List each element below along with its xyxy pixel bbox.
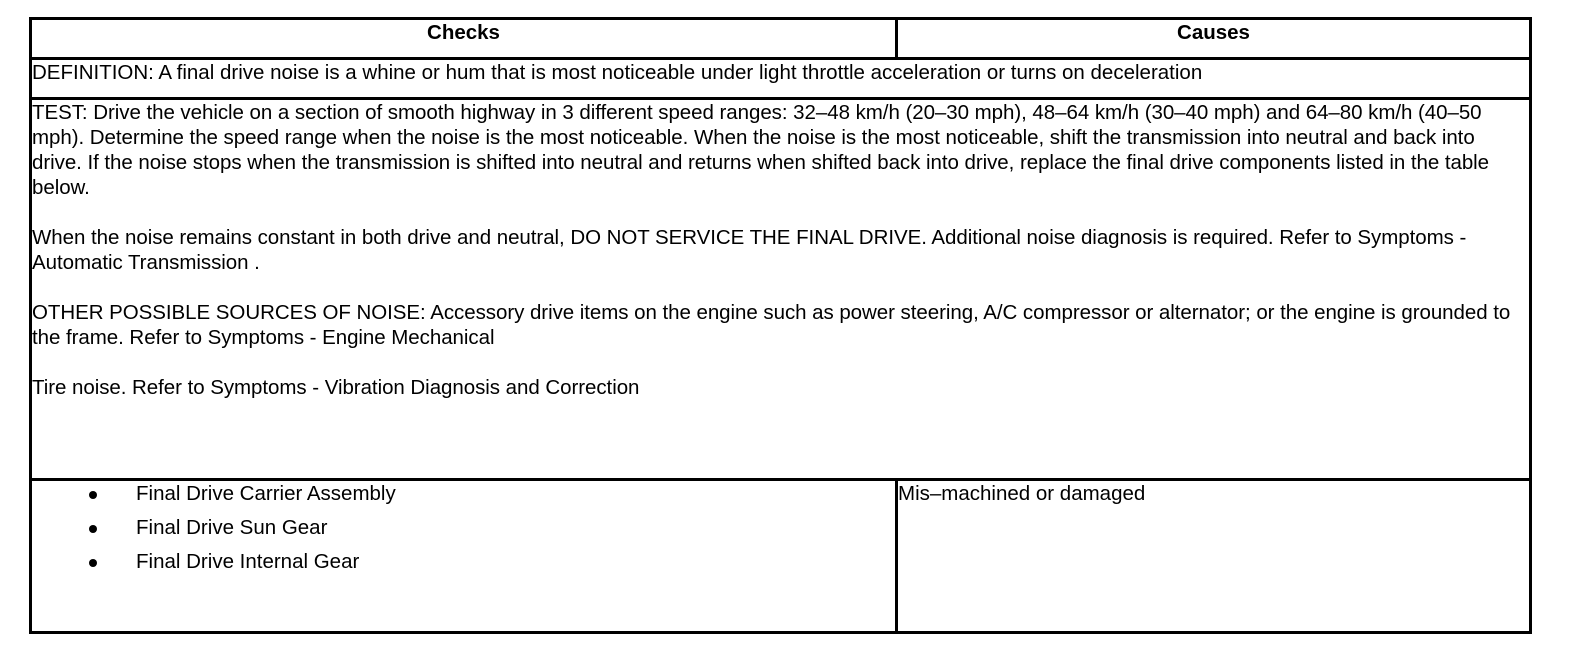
header-row [31, 19, 1531, 59]
components-row [31, 480, 1531, 633]
component-label: Final Drive Sun Gear [136, 516, 328, 539]
cause-text: Mis–machined or damaged [897, 480, 1531, 633]
tire-noise-note: Tire noise. Refer to Symptoms - Vibration Diagnosis and Correction [32, 376, 640, 399]
checks-header: Checks [31, 19, 897, 59]
checks-cell [31, 480, 897, 633]
other-sources-note: OTHER POSSIBLE SOURCES OF NOISE: Accessory drive items on the engine such as power steering, A/C compressor or alternator; or the engine is grounded to the frame. Refer to Symptoms - Engine Mechanical [32, 301, 1511, 349]
list-item [32, 481, 895, 515]
test-instructions: TEST: Drive the vehicle on a section of smooth highway in 3 different speed ranges: 32–48 km/h (20–30 mph), 48–64 km/h (30–40 mph) and 64–80 km/h (40–50 mph). Determine the speed range when the noise is the most noticeable. When the noise is the most noticeable, shift the transmission into neutral and back into drive. If the noise stops when the transmission is shifted into neutral and returns when shifted back into drive, replace the final drive components listed in the table below. [32, 101, 1490, 199]
test-row [31, 99, 1531, 480]
definition-text: DEFINITION: A final drive noise is a whine or hum that is most noticeable under light throttle acceleration or turns on deceleration [31, 59, 1531, 99]
bullet-icon [89, 559, 97, 567]
causes-header: Causes [897, 19, 1531, 59]
list-item [32, 515, 895, 549]
component-list [32, 481, 895, 583]
component-label: Final Drive Carrier Assembly [136, 482, 396, 505]
component-label: Final Drive Internal Gear [136, 550, 360, 573]
definition-row [31, 59, 1531, 99]
diagnostic-table [29, 17, 1532, 634]
constant-noise-note: When the noise remains constant in both drive and neutral, DO NOT SERVICE THE FINAL DRIVE. Additional noise diagnosis is required. Refer to Symptoms - Automatic Transmission . [32, 226, 1467, 274]
bullet-icon [89, 491, 97, 499]
test-cell [31, 99, 1531, 480]
list-item [32, 549, 895, 583]
bullet-icon [89, 525, 97, 533]
